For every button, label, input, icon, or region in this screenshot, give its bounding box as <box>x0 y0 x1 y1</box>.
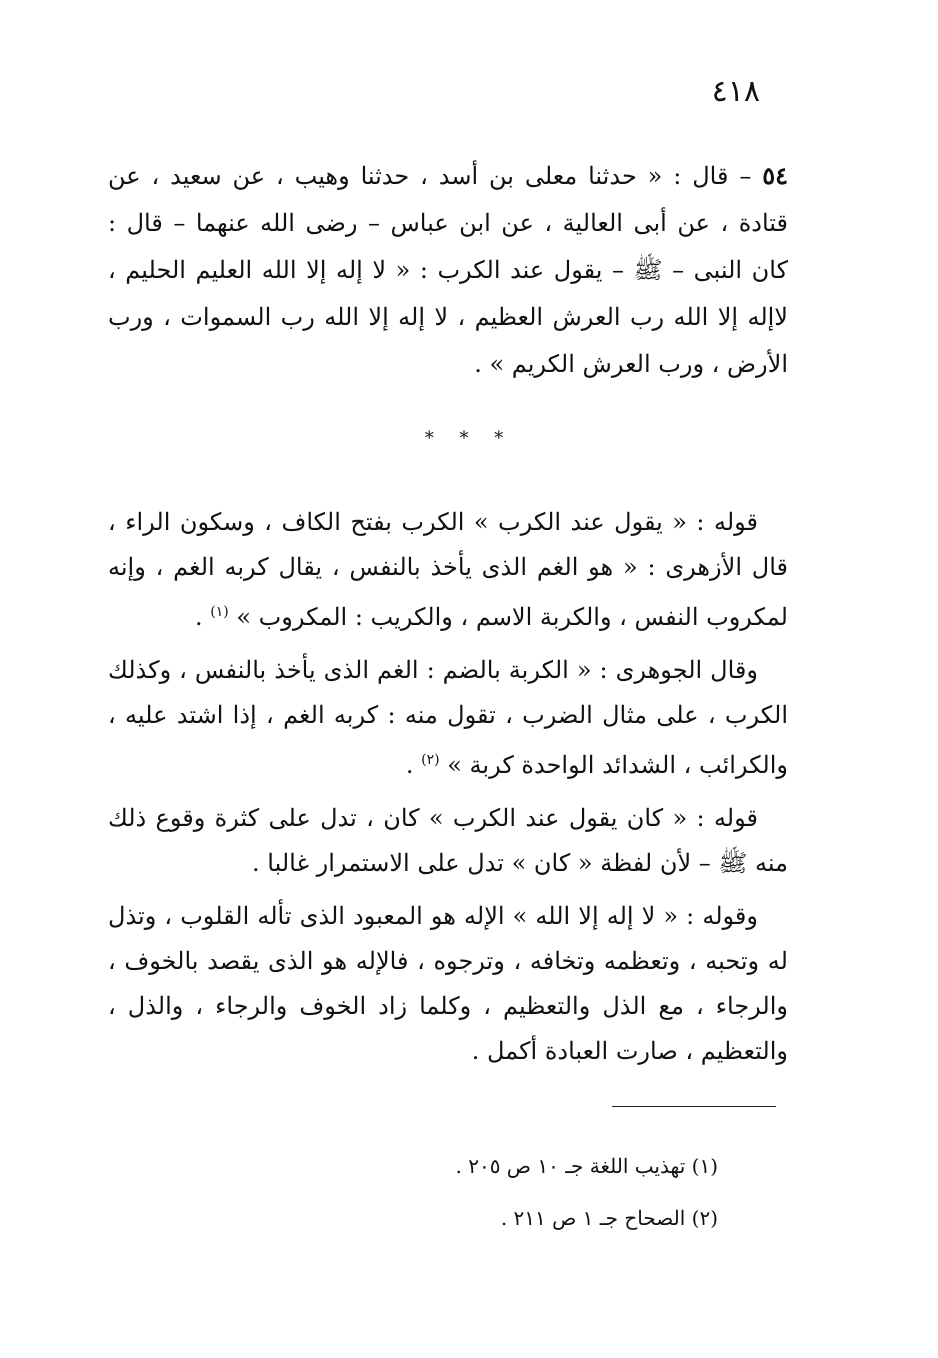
hadith-text: – قال : « حدثنا معلى بن أسد ، حدثنا وهيب ، عن سعيد ، عن قتادة ، عن أبى العالية ، عن ابن عباس – رضى الله عنهما – قال : كان النبى – ﷺ – يقول عند الكرب : « لا إله إلا الله العليم الحليم ، لاإله إلا الله رب العرش العظيم ، لا إله إلا الله رب السموات ، ورب الأرض ، ورب العرش الكريم » . <box>108 162 788 378</box>
commentary-paragraph <box>108 500 788 640</box>
commentary-paragraph <box>108 796 788 886</box>
paragraph-text: وقوله : « لا إله إلا الله » الإله هو المعبود الذى تأله القلوب ، وتذل له وتحبه ، وتعظمه وتخافه ، وترجوه ، فالإله هو الذى يقصد بالخوف ، والرجاء ، مع الذل والتعظيم ، وكلما زاد الخوف والرجاء ، والذل ، والتعظيم ، صارت العبادة أكمل . <box>108 902 788 1065</box>
footnote-divider <box>612 1106 776 1107</box>
paragraph-text: قوله : « يقول عند الكرب » الكرب بفتح الكاف ، وسكون الراء ، قال الأزهرى : « هو الغم الذى يأخذ بالنفس ، يقال كربه الغم ، وإنه لمكروب النفس ، والكربة الاسم ، والكريب : المكروب » <box>108 508 788 631</box>
footnotes <box>456 1140 719 1244</box>
paragraph-end: . <box>405 751 422 779</box>
paragraph-text: قوله : « كان يقول عند الكرب » كان ، تدل على كثرة وقوع ذلك منه ﷺ – لأن لفظة « كان » تدل على الاستمرار غالبا . <box>108 804 788 877</box>
commentary-paragraph <box>108 894 788 1074</box>
paragraph-end: . <box>194 603 211 631</box>
commentary <box>108 500 788 1082</box>
footnote: (٢) الصحاح جـ ١ ص ٢١١ . <box>500 1206 718 1230</box>
footnote: (١) تهذيب اللغة جـ ١٠ ص ٢٠٥ . <box>455 1154 718 1178</box>
hadith-number: ٥٤ <box>762 161 788 190</box>
footnote-ref: (١) <box>210 604 229 620</box>
section-separator: * * * <box>424 428 514 449</box>
page-number: ٤١٨ <box>711 74 760 109</box>
footnote-ref: (٢) <box>421 752 440 768</box>
hadith-paragraph <box>108 152 788 388</box>
commentary-paragraph <box>108 648 788 788</box>
paragraph-text: وقال الجوهرى : « الكربة بالضم : الغم الذى يأخذ بالنفس ، وكذلك الكرب ، على مثال الضرب ، تقول منه : كربه الغم ، إذا اشتد عليه ، والكرائب ، الشدائد الواحدة كربة » <box>108 656 789 779</box>
